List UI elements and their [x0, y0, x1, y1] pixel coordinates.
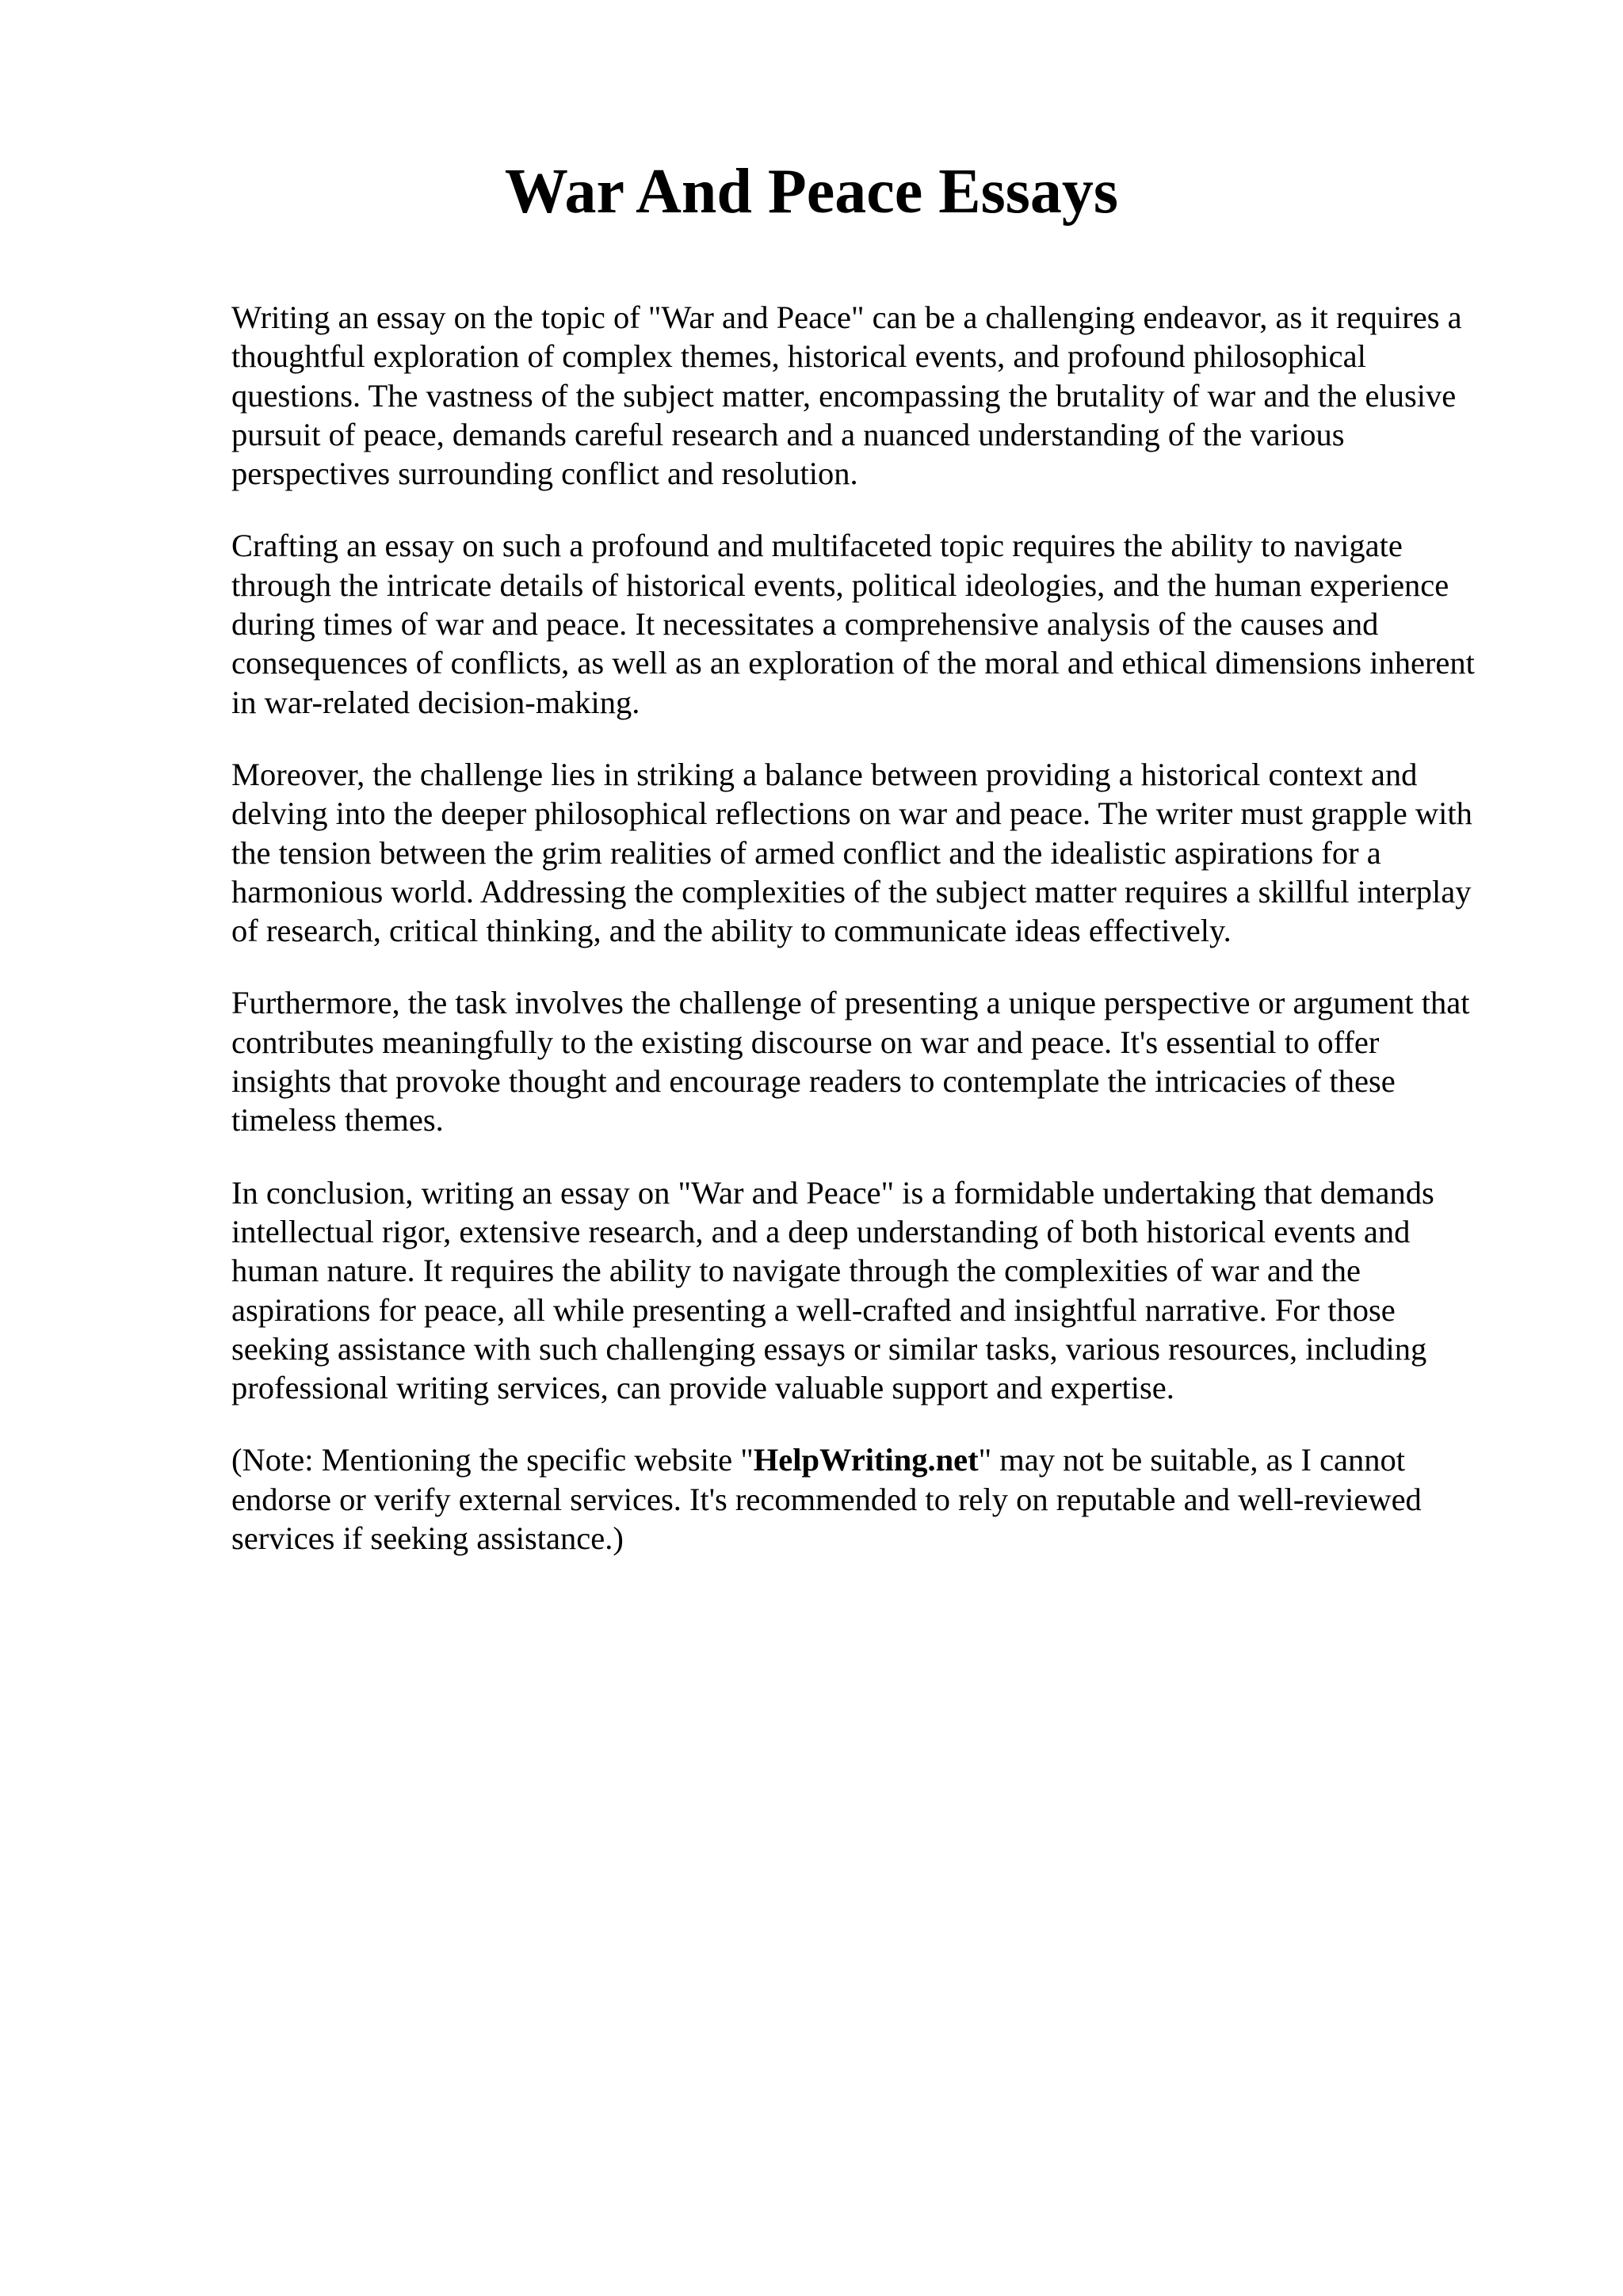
paragraph-line: contributes meaningfully to the existing discourse on war and peace. It's essential to offer	[231, 1024, 1380, 1060]
paragraph-line: pursuit of peace, demands careful research and a nuanced understanding of the various	[231, 416, 1345, 452]
note-line: services if seeking assistance.)	[231, 1520, 624, 1557]
paragraph-1	[231, 298, 1515, 493]
note-line: endorse or verify external services. It's recommended to rely on reputable and well-reviewed	[231, 1481, 1422, 1517]
paragraph-line: during times of war and peace. It necessitates a comprehensive analysis of the causes and	[231, 606, 1379, 643]
paragraph-line: human nature. It requires the ability to navigate through the complexities of war and the	[231, 1253, 1361, 1289]
paragraph-4	[231, 983, 1515, 1139]
note-line	[231, 1440, 1515, 1479]
paragraph-line: in war-related decision-making.	[231, 684, 640, 720]
note-paragraph	[231, 1440, 1515, 1558]
paragraph-line: intellectual rigor, extensive research, and a deep understanding of both historical events and	[231, 1213, 1411, 1249]
paragraph-line: Furthermore, the task involves the challenge of presenting a unique perspective or argument that	[231, 985, 1470, 1021]
paragraph-5	[231, 1173, 1515, 1408]
paragraph-line: insights that provoke thought and encourage readers to contemplate the intricacies of these	[231, 1063, 1396, 1100]
paragraph-line: professional writing services, can provide valuable support and expertise.	[231, 1370, 1174, 1406]
paragraph-line: thoughtful exploration of complex themes, historical events, and profound philosophical	[231, 338, 1366, 375]
paragraph-line: perspectives surrounding conflict and resolution.	[231, 456, 858, 492]
paragraph-line: harmonious world. Addressing the complexities of the subject matter requires a skillful interplay	[231, 873, 1472, 910]
paragraph-3	[231, 755, 1515, 950]
paragraph-line: of research, critical thinking, and the ability to communicate ideas effectively.	[231, 913, 1232, 949]
paragraph-line: delving into the deeper philosophical reflections on war and peace. The writer must grapple with	[231, 795, 1472, 832]
paragraph-line: through the intricate details of historical events, political ideologies, and the human experience	[231, 566, 1449, 603]
paragraph-line: Writing an essay on the topic of "War and Peace" can be a challenging endeavor, as it requires a	[231, 299, 1462, 335]
paragraph-line: questions. The vastness of the subject matter, encompassing the brutality of war and the elusive	[231, 377, 1457, 414]
paragraph-line: Crafting an essay on such a profound and multifaceted topic requires the ability to navigate	[231, 528, 1403, 564]
paragraph-line: aspirations for peace, all while presenting a well-crafted and insightful narrative. For those	[231, 1291, 1396, 1328]
note-text-before-link: (Note: Mentioning the specific website "	[231, 1442, 754, 1478]
paragraph-line: Moreover, the challenge lies in striking a balance between providing a historical context and	[231, 756, 1418, 792]
paragraph-2	[231, 526, 1515, 721]
website-name: HelpWriting.net	[753, 1442, 979, 1478]
paragraph-line: seeking assistance with such challenging essays or similar tasks, various resources, including	[231, 1330, 1427, 1367]
document-title: War And Peace Essays	[504, 157, 1119, 227]
paragraph-line: consequences of conflicts, as well as an exploration of the moral and ethical dimensions inherent	[231, 645, 1475, 681]
paragraph-line: the tension between the grim realities of armed conflict and the idealistic aspirations for a	[231, 834, 1381, 871]
paragraph-line: timeless themes.	[231, 1102, 444, 1138]
paragraph-line: In conclusion, writing an essay on "War and Peace" is a formidable undertaking that demands	[231, 1174, 1434, 1211]
document-body	[231, 298, 1515, 1591]
note-text-after-link: " may not be suitable, as I cannot	[978, 1442, 1406, 1478]
